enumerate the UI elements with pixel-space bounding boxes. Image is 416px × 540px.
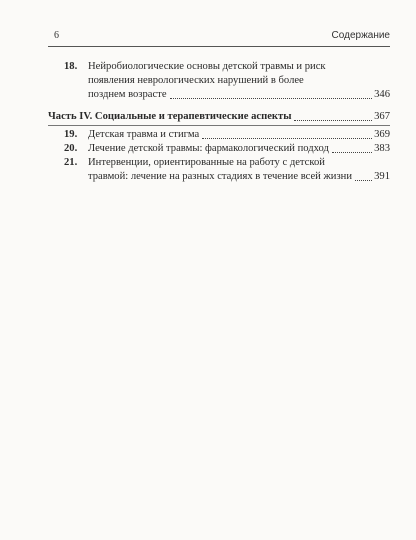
chapter-title-last-line xyxy=(88,128,390,142)
chapter-number: 21. xyxy=(64,157,78,168)
header-rule xyxy=(48,46,390,47)
page-ref: 369 xyxy=(374,129,390,140)
toc-entry-part-4[interactable] xyxy=(48,110,390,126)
dot-leader xyxy=(202,138,372,139)
running-head xyxy=(48,30,390,46)
chapter-number: 18. xyxy=(64,61,78,72)
section-title: Содержание xyxy=(331,30,390,41)
part-title: Часть IV. Социальные и терапевтические аспекты xyxy=(48,111,292,122)
dot-leader xyxy=(332,152,372,153)
dot-leader xyxy=(170,98,373,99)
chapter-title: Лечение детской травмы: фармакологический подход xyxy=(88,143,329,154)
dot-leader xyxy=(294,120,372,121)
page-ref: 367 xyxy=(374,111,390,122)
page-number: 6 xyxy=(54,30,59,41)
chapter-title-line: позднем возрасте xyxy=(88,89,167,100)
toc-entry-chapter-18[interactable] xyxy=(48,60,390,102)
part-rule xyxy=(48,125,390,126)
page-ref: 346 xyxy=(374,89,390,100)
table-of-contents xyxy=(48,60,390,184)
chapter-title: Детская травма и стигма xyxy=(88,129,200,140)
chapter-number: 20. xyxy=(64,143,78,154)
page-ref: 383 xyxy=(374,143,390,154)
chapter-number: 19. xyxy=(64,129,78,140)
toc-entry-chapter-21[interactable] xyxy=(48,156,390,184)
chapter-title-last-line xyxy=(88,170,390,184)
chapter-title-line: появления неврологических нарушений в более xyxy=(88,75,304,86)
part-title-line xyxy=(48,110,390,124)
chapter-title-last-line xyxy=(88,142,390,156)
toc-entry-chapter-20[interactable] xyxy=(48,142,390,156)
toc-entry-chapter-19[interactable] xyxy=(48,128,390,142)
chapter-title-line: Интервенции, ориентированные на работу с детской xyxy=(88,157,325,168)
chapter-title-last-line xyxy=(88,88,390,102)
chapter-title-line: травмой: лечение на разных стадиях в течение всей жизни xyxy=(88,171,353,182)
page-ref: 391 xyxy=(374,171,390,182)
chapter-title-line: Нейробиологические основы детской травмы и риск xyxy=(88,61,326,72)
dot-leader xyxy=(355,180,372,181)
